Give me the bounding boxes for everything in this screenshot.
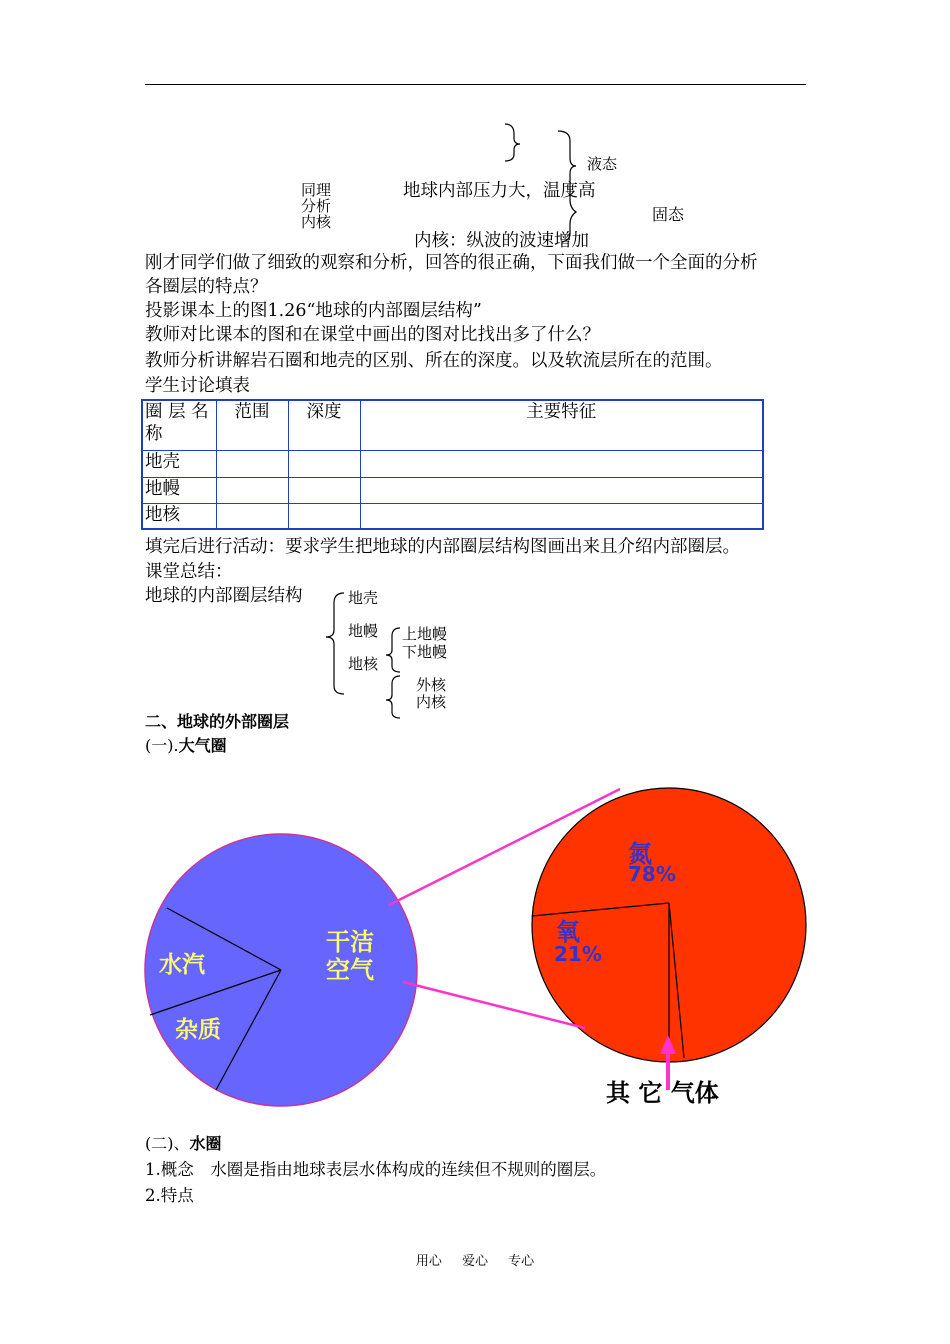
dry-air-label: 干洁空气: [326, 928, 374, 984]
header-range: 范围: [216, 400, 288, 450]
side-line-2: 分析: [301, 197, 332, 215]
nitrogen-percent: 78%: [628, 862, 676, 886]
paragraph-6: 学生讨论填表: [145, 376, 250, 396]
paragraph-4: 教师对比课本的图和在课堂中画出的图对比找出多了什么？: [145, 325, 600, 345]
paragraph-1: 刚才同学们做了细致的观察和分析，回答的很正确，下面我们做一个全面的分析: [145, 253, 758, 273]
water-section-title: [145, 1131, 222, 1154]
water-section-name: 水圈: [189, 1134, 222, 1153]
side-line-1: 同理: [301, 181, 332, 199]
paragraph-3: 投影课本上的图1.26“地球的内部圈层结构”: [145, 301, 482, 321]
header-features: 主要特征: [360, 400, 763, 450]
water-feature: 2.特点: [145, 1186, 194, 1205]
oxygen-percent: 21%: [554, 942, 602, 966]
paragraph-5: 教师分析讲解岩石圈和地壳的区别、所在的深度。以及软流层所在的范围。: [145, 351, 723, 371]
activity-text: 填完后进行活动：要求学生把地球的内部圈层结构图画出来且介绍内部圈层。: [145, 537, 740, 557]
summary-core: 地核: [348, 655, 379, 673]
summary-root: 地球的内部圈层结构: [145, 586, 303, 606]
side-line-3: 内核: [301, 213, 332, 231]
page-footer: [0, 1250, 950, 1269]
summary-mantle: 地幔: [348, 622, 379, 640]
section2-title: 二、地球的外部圈层: [145, 712, 290, 731]
oxygen-label: 氧: [556, 918, 580, 946]
section2-sub1-title: 大气圈: [178, 736, 227, 755]
header-depth: 深度: [288, 400, 360, 450]
water-vapor-label: 水汽: [159, 952, 205, 978]
water-concept: 1.概念 水圈是指由地球表层水体构成的连续但不规则的圈层。: [145, 1160, 607, 1179]
footer-3: 专心: [508, 1254, 535, 1269]
row-core: 地核: [142, 503, 216, 529]
inner-core-text: 内核：纵波的波速增加: [414, 231, 589, 251]
nitrogen-label: 氮: [628, 840, 652, 868]
summary-inner-core: 内核: [416, 693, 447, 711]
other-gases-label: 其 它 气体: [606, 1079, 719, 1107]
summary-upper-mantle: 上地幔: [402, 625, 448, 643]
liquid-label: 液态: [587, 155, 618, 173]
row-crust: 地壳: [142, 450, 216, 477]
paragraph-2: 各圈层的特点？: [145, 277, 268, 297]
reason-text: 地球内部压力大，温度高: [403, 181, 596, 201]
footer-1: 用心: [415, 1254, 442, 1269]
water-section-prefix: (二)、: [145, 1134, 190, 1153]
summary-crust: 地壳: [348, 589, 379, 607]
summary-outer-core: 外核: [416, 676, 447, 694]
solid-label: 固态: [652, 205, 685, 224]
header-layer-name: 圈 层 名称: [142, 400, 216, 450]
footer-2: 爱心: [461, 1254, 488, 1269]
summary-lower-mantle: 下地幔: [402, 643, 448, 661]
section2-sub1-prefix: (一).: [145, 736, 179, 755]
impurities-label: 杂质: [175, 1017, 221, 1043]
row-mantle: 地幔: [142, 477, 216, 503]
summary-heading: 课堂总结：: [145, 562, 233, 582]
